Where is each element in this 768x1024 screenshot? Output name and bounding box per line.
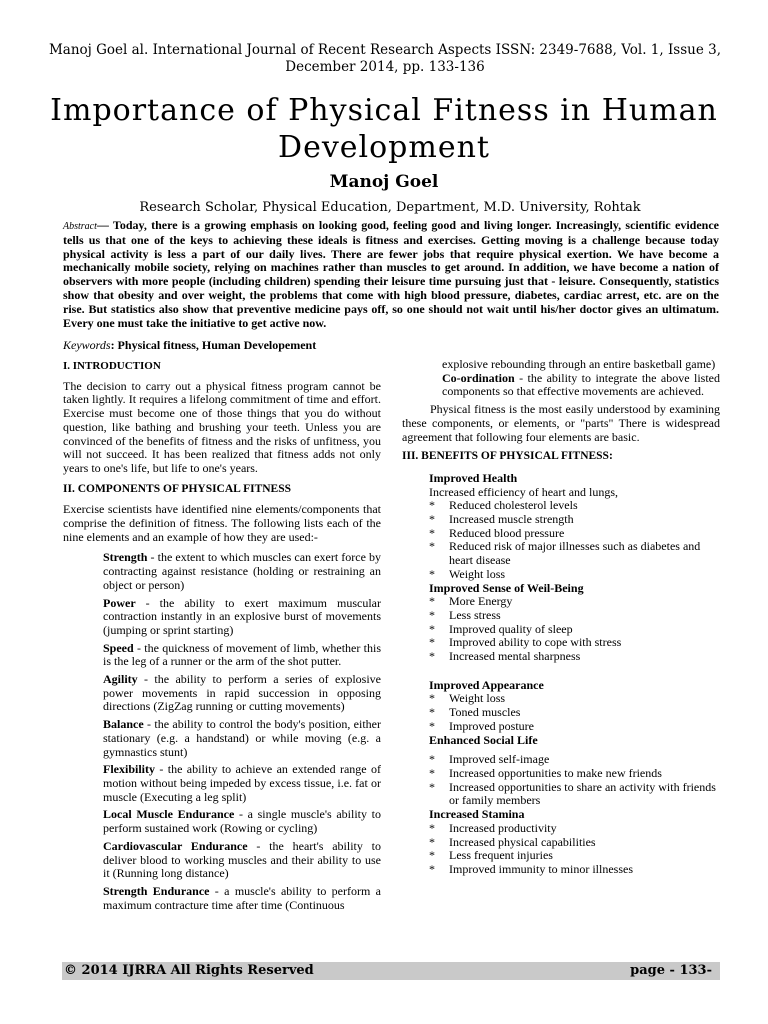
keywords-text: : Physical fitness, Human Developement [110, 338, 317, 352]
bullet-text: Weight loss [449, 691, 506, 706]
component-term: Flexibility [103, 762, 155, 777]
bullet-marker: * [429, 834, 435, 849]
wellbeing-heading: Improved Sense of Weil-Being [429, 580, 584, 595]
intro-paragraph: The decision to carry out a physical fitness program cannot be taken lightly. It requires a lifelong commitment of time and effort. Exercise must become one of those things that you do without question, like bathing and brushing your teeth. Unless you are convinced of the benefits of fitness and the risks of unfitness, you will not succeed. It has been realized that fitness adds not only years to one's life, but life to one's years. [63, 378, 381, 475]
component-desc: - the ability to exert maximum muscular contraction instantly in an explosive burst of movements (jumping or sprint starting) [103, 595, 381, 637]
bullet-text: Less stress [449, 607, 501, 622]
paper-title: Importance of Physical Fitness in Human Development [50, 93, 718, 165]
component-desc: - the ability to perform a series of explosive power movements in rapid succession in opposing directions (ZigZag running or cutting movements) [103, 672, 381, 714]
coordination-item [442, 372, 720, 399]
bullet-marker: * [429, 525, 435, 540]
bullet-marker: * [429, 649, 435, 664]
bullet-text: Improved ability to cope with stress [449, 635, 622, 650]
bullet-marker: * [429, 566, 435, 581]
component-term: Balance [103, 717, 144, 732]
bullet-marker: * [429, 498, 435, 513]
bullet-text: Improved quality of sleep [449, 621, 573, 636]
bullet-item [429, 623, 720, 637]
abstract [63, 219, 719, 330]
component-item [103, 885, 381, 912]
fitness-paragraph: Physical fitness is the most easily understood by examining these components, or elements, or "parts" There is widespread agreement that following four elements are basic. [402, 402, 720, 444]
bullet-text: More Energy [449, 594, 513, 609]
bullet-marker: * [429, 861, 435, 876]
coordination-desc: - the ability to integrate the above listed components so that effective movements are achieved. [442, 370, 720, 399]
benefits-heading: III. BENEFITS OF PHYSICAL FITNESS: [402, 450, 613, 463]
component-term: Agility [103, 672, 138, 687]
right-column [402, 358, 720, 877]
bullet-text: Increased physical capabilities [449, 834, 596, 849]
bullet-text: Reduced blood pressure [449, 525, 565, 540]
bullet-item [429, 650, 720, 664]
bullet-item [429, 527, 720, 541]
bullet-item [429, 781, 720, 808]
component-term: Local Muscle Endurance [103, 807, 235, 822]
bullet-marker: * [429, 539, 435, 554]
component-term: Strength Endurance [103, 883, 210, 898]
component-term: Speed [103, 640, 134, 655]
page-footer [62, 962, 720, 980]
appearance-list [429, 692, 720, 733]
coordination-term: Co-ordination [442, 370, 515, 385]
bullet-text: Reduced risk of major illnesses such as diabetes and heart disease [449, 539, 701, 568]
footer-copyright: © 2014 IJRRA All Rights Reserved [64, 963, 314, 978]
bullet-marker: * [429, 705, 435, 720]
bullet-text: Increased opportunities to share an activity with friends or family members [449, 779, 716, 808]
bullet-item [429, 720, 720, 734]
bullet-item [429, 753, 720, 767]
stamina-list [429, 822, 720, 877]
bullet-marker: * [429, 607, 435, 622]
bullet-item [429, 692, 720, 706]
bullet-item [429, 540, 720, 567]
component-desc: - the ability to control the body's position, either stationary (e.g. a handstand) or while moving (e.g. a gymnastics stunt) [103, 717, 381, 759]
bullet-marker: * [429, 594, 435, 609]
bullet-marker: * [429, 820, 435, 835]
component-item [103, 840, 381, 881]
bullet-item [429, 849, 720, 863]
component-desc: - a muscle's ability to perform a maximum contracture time after time (Continuous [103, 883, 381, 912]
bullet-item [429, 499, 720, 513]
bullet-marker: * [429, 779, 435, 794]
bullet-text: Increased muscle strength [449, 512, 574, 527]
bullet-marker: * [429, 718, 435, 733]
health-heading: Improved Health [429, 470, 518, 485]
abstract-text: — Today, there is a growing emphasis on looking good, feeling good and living longer. Increasingly, scientific evidence tells us that one of the keys to achieving these ideals is fitness and exercises. Getting moving is a challenge because today physical activity is less a part of our daily lives. There are fewer jobs that require physical exertion. We have become a mechanically mobile society, relying on machines rather than muscles to get around. In addition, we have become a nation of observers with more people (including children) spending their leisure time pursuing just that - leisure. Consequently, statistics show that obesity and over weight, the problems that come with high blood pressure, diabetes, cardiac arrest, etc. are on the rise. But statistics also show that preventive medicine pays off, so one should not wait until his/her doctor gives an ultimatum. Every one must take the initiative to get active now. [63, 218, 719, 330]
keywords-label: Keywords [63, 338, 111, 352]
component-item [103, 551, 381, 592]
bullet-text: Increased mental sharpness [449, 649, 581, 664]
bullet-item [429, 513, 720, 527]
bullet-text: Less frequent injuries [449, 848, 553, 863]
bullet-marker: * [429, 512, 435, 527]
bullet-item [429, 767, 720, 781]
component-desc: - the quickness of movement of limb, whether this is the leg of a runner or the arm of the shot putter. [103, 640, 381, 669]
wellbeing-list [429, 595, 720, 664]
footer-page-number: page - 133- [630, 963, 712, 978]
bullet-marker: * [429, 691, 435, 706]
keywords [63, 338, 316, 353]
bullet-text: Improved posture [449, 718, 534, 733]
bullet-text: Increased opportunities to make new friends [449, 765, 662, 780]
components-paragraph: Exercise scientists have identified nine elements/components that comprise the definition of fitness. The following lists each of the nine elements and an example of how they are used:- [63, 502, 381, 544]
bullet-text: Toned muscles [449, 705, 521, 720]
author-name: Manoj Goel [329, 172, 439, 192]
component-item [103, 642, 381, 669]
component-item [103, 763, 381, 804]
journal-header-line2: December 2014, pp. 133-136 [285, 59, 485, 75]
bullet-item [429, 595, 720, 609]
component-desc: - the extent to which muscles can exert force by contracting against resistance (holding or restraining an object or person) [103, 550, 381, 592]
components-heading: II. COMPONENTS OF PHYSICAL FITNESS [63, 482, 292, 495]
component-term: Cardiovascular Endurance [103, 838, 248, 853]
component-desc: - the ability to achieve an extended range of motion without being impeded by excess tissue, i.e. fat or muscle (Executing a leg split) [103, 762, 381, 804]
bullet-item [429, 836, 720, 850]
bullet-text: Improved self-image [449, 752, 550, 767]
benefits-block [429, 472, 720, 877]
component-item [103, 597, 381, 638]
health-intro: Increased efficiency of heart and lungs, [429, 484, 619, 499]
bullet-item [429, 568, 720, 582]
social-heading: Enhanced Social Life [429, 732, 538, 747]
bullet-marker: * [429, 752, 435, 767]
component-item [103, 808, 381, 835]
bullet-item [429, 863, 720, 877]
journal-header [40, 42, 730, 76]
component-list [63, 551, 381, 912]
bullet-text: Improved immunity to minor illnesses [449, 861, 633, 876]
health-list [429, 499, 720, 581]
author-affiliation: Research Scholar, Physical Education, Department, M.D. University, Rohtak [139, 200, 641, 215]
journal-header-line1: Manoj Goel al. International Journal of Recent Research Aspects ISSN: 2349-7688, Vol. 1, Issue 3, [48, 42, 722, 58]
component-term: Strength [103, 550, 148, 565]
component-item [103, 673, 381, 714]
intro-heading: I. INTRODUCTION [63, 360, 161, 372]
bullet-marker: * [429, 621, 435, 636]
stamina-heading: Increased Stamina [429, 807, 525, 822]
bullet-marker: * [429, 848, 435, 863]
abstract-label: Abstract [63, 221, 97, 232]
left-column [63, 360, 381, 916]
bullet-text: Reduced cholesterol levels [449, 498, 578, 513]
component-desc: - a single muscle's ability to perform sustained work (Rowing or cycling) [103, 807, 381, 836]
bullet-item [429, 706, 720, 720]
bullet-item [429, 822, 720, 836]
bullet-marker: * [429, 635, 435, 650]
social-list [429, 753, 720, 808]
appearance-heading: Improved Appearance [429, 677, 544, 692]
continued-text: explosive rebounding through an entire basketball game) [442, 357, 716, 371]
bullet-marker: * [429, 765, 435, 780]
bullet-text: Weight loss [449, 566, 506, 581]
component-term: Power [103, 595, 136, 610]
bullet-item [429, 609, 720, 623]
bullet-text: Increased productivity [449, 820, 557, 835]
component-desc: - the heart's ability to deliver blood to working muscles and their ability to use it (Running long distance) [103, 838, 382, 881]
bullet-item [429, 636, 720, 650]
component-item [103, 718, 381, 759]
